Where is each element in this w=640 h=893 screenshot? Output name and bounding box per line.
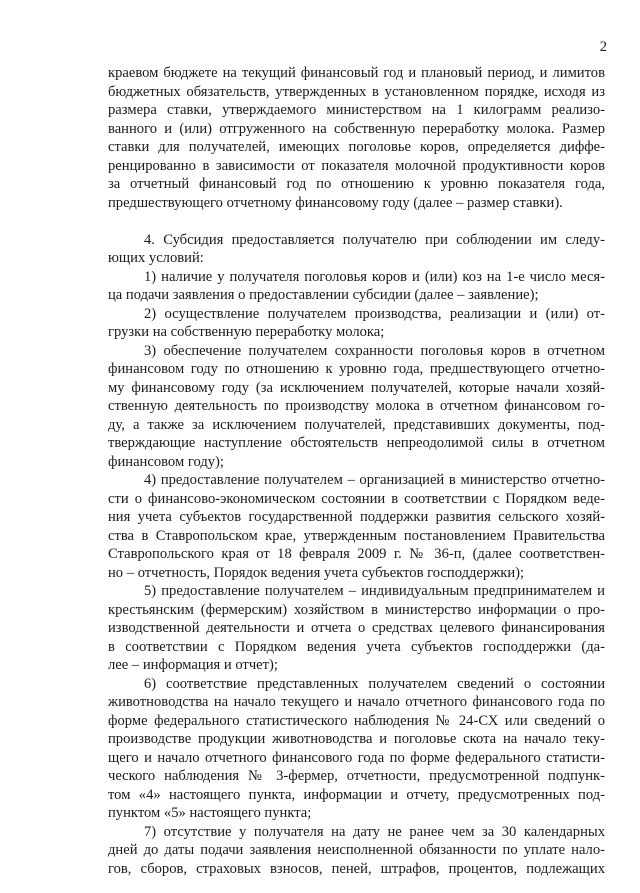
- paragraph: [108, 823, 605, 879]
- paragraph: [108, 582, 605, 675]
- text-line: ванного и (или) отгруженного на собственную переработку молока. Размер: [108, 120, 605, 137]
- text-line: ренцированно в зависимости от показателя молочной продуктивности коров: [108, 157, 605, 174]
- text-line: щего и начало отчетного финансового года по форме федерального статисти-: [108, 749, 605, 766]
- text-line: 1) наличие у получателя поголовья коров и (или) коз на 1-е число меся-: [144, 268, 605, 285]
- text-line: в соответствии с Порядком ведения учета субъектов господдержки (да-: [108, 638, 605, 655]
- text-line: сти о финансово-экономическом состоянии в соответствии с Порядком веде-: [108, 490, 605, 507]
- text-line: Ставропольского края от 18 февраля 2009 г. № 36-п, (далее соответствен-: [108, 546, 605, 562]
- text-line: дней до даты подачи заявления неисполненной обязанности по уплате нало-: [108, 842, 605, 858]
- text-line: 4. Субсидия предоставляется получателю при соблюдении им следу-: [144, 231, 605, 248]
- text-line: ющих условий:: [108, 250, 204, 266]
- page-number: 2: [599, 39, 607, 55]
- text-line: финансовом году по отношению к уровню года, предшествующего отчетно-: [108, 361, 605, 377]
- text-line: краевом бюджете на текущий финансовый год и плановый период, и лимитов: [108, 65, 605, 81]
- text-line: пунктом «5» настоящего пункта;: [108, 805, 312, 821]
- text-line: производстве продукции животноводства и поголовье скота на начало теку-: [108, 731, 605, 747]
- document-body: [108, 64, 605, 878]
- text-line: 3) обеспечение получателем сохранности поголовья коров в отчетном: [144, 342, 605, 359]
- text-line: крестьянским (фермерским) хозяйством в министерство информации о про-: [108, 601, 605, 618]
- text-line: за отчетный финансовый год по отношению к уровню показателя года,: [108, 176, 605, 192]
- text-line: ду, а также за исключением получателей, представивших документы, под-: [108, 416, 605, 433]
- paragraph-spacer: [108, 212, 605, 231]
- paragraph: [108, 64, 605, 212]
- text-line: му финансовому году (за исключением получателей, которые начали хозяй-: [108, 379, 605, 396]
- paragraph: [108, 342, 605, 472]
- text-line: форме федерального статистического наблюдения № 24-СХ или сведений о: [108, 712, 605, 729]
- text-line: ния учета субъектов государственной поддержки развития сельского хозяй-: [108, 509, 605, 525]
- text-line: ставки для получателей, имеющих поголовье коров, определяется диффе-: [108, 139, 605, 155]
- text-line: грузки на собственную переработку молока;: [108, 324, 385, 340]
- text-line: 5) предоставление получателем – индивидуальным предпринимателем и: [144, 583, 605, 599]
- text-line: 7) отсутствие у получателя на дату не ранее чем за 30 календарных: [144, 823, 605, 840]
- paragraph: [108, 471, 605, 582]
- text-line: ственную деятельность по производству молока в отчетном финансовом го-: [108, 398, 605, 414]
- text-line: но – отчетность, Порядок ведения учета субъектов господдержки);: [108, 564, 525, 581]
- text-line: бюджетных обязательств, утвержденных в установленном порядке, исходя из: [108, 83, 605, 100]
- text-line: размера ставки, утверждаемого министерством на 1 килограмм реализо-: [108, 102, 605, 118]
- text-line: ства в Ставропольском крае, утвержденным постановлением Правительства: [108, 527, 605, 544]
- paragraph: [108, 268, 605, 305]
- text-line: 2) осуществление получателем производства, реализации и (или) от-: [144, 305, 605, 322]
- text-line: ца подачи заявления о предоставлении субсидии (далее – заявление);: [108, 287, 539, 303]
- text-line: тверждающие наступление обстоятельств непреодолимой силы в отчетном: [108, 435, 605, 451]
- text-line: гов, сборов, страховых взносов, пеней, штрафов, процентов, подлежащих: [108, 860, 605, 877]
- text-line: изводственной деятельности и отчета о средствах целевого финансирования: [108, 620, 605, 636]
- text-line: предшествующего отчетному финансовому году (далее – размер ставки).: [108, 194, 563, 211]
- text-line: 6) соответствие представленных получателем сведений о состоянии: [144, 675, 605, 692]
- text-line: лее – информация и отчет);: [108, 657, 278, 673]
- text-line: том «4» настоящего пункта, информации и отчету, предусмотренных под-: [108, 786, 605, 803]
- text-line: 4) предоставление получателем – организацией в министерство отчетно-: [144, 472, 605, 488]
- paragraph: [108, 675, 605, 823]
- text-line: ческого наблюдения № 3-фермер, отчетности, предусмотренной подпунк-: [108, 768, 605, 784]
- text-line: животноводства на начало текущего и начало отчетного финансового года по: [108, 694, 605, 710]
- paragraph: [108, 305, 605, 342]
- paragraph: [108, 231, 605, 268]
- text-line: финансовом году);: [108, 453, 224, 470]
